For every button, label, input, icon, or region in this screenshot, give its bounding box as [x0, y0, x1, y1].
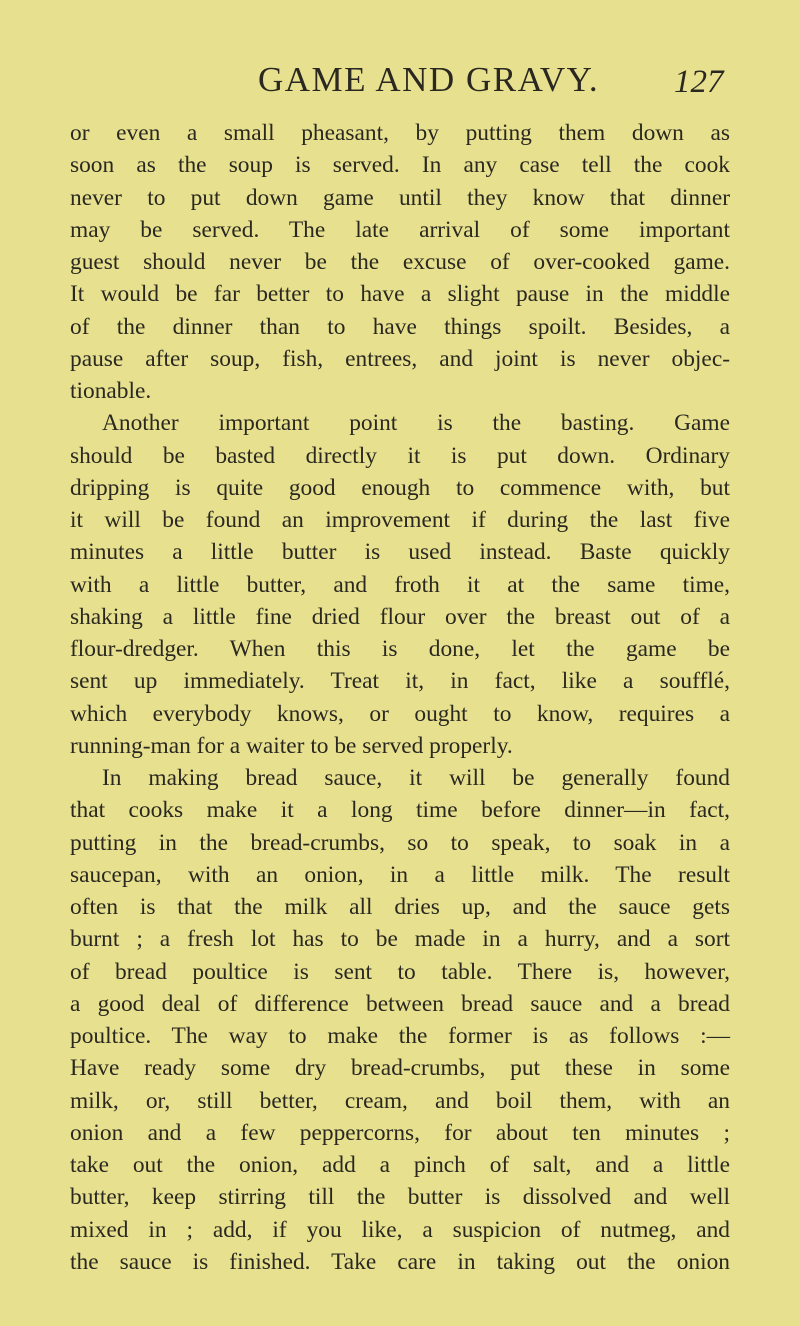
text-line: which everybody knows, or ought to know, requires a	[70, 700, 730, 727]
text-line: milk, or, still better, cream, and boil them, with an	[70, 1087, 730, 1114]
text-line: onion and a few peppercorns, for about ten minutes ;	[70, 1119, 730, 1146]
text-line: In making bread sauce, it will be generally found	[102, 765, 730, 791]
text-line: shaking a little fine dried flour over the breast out of a	[70, 603, 730, 630]
text-line: putting in the bread-crumbs, so to speak, to soak in a	[70, 829, 730, 856]
text-line: saucepan, with an onion, in a little milk. The result	[70, 861, 730, 888]
text-line: the sauce is finished. Take care in taking out the onion	[70, 1248, 730, 1275]
text-line: soon as the soup is served. In any case tell the cook	[70, 152, 730, 179]
text-line: that cooks make it a long time before dinner—in fact,	[70, 797, 730, 824]
text-line: butter, keep stirring till the butter is dissolved and well	[70, 1184, 730, 1211]
page-number: 127	[674, 64, 724, 100]
text-line: minutes a little butter is used instead. Baste quickly	[70, 539, 730, 566]
text-line: should be basted directly it is put down. Ordinary	[70, 442, 730, 469]
text-line: may be served. The late arrival of some important	[70, 216, 730, 243]
text-line: pause after soup, fish, entrees, and joint is never objec-	[70, 345, 730, 372]
text-line: a good deal of difference between bread sauce and a bread	[70, 990, 730, 1017]
text-line: mixed in ; add, if you like, a suspicion of nutmeg, and	[70, 1216, 730, 1243]
body-text	[70, 117, 730, 1278]
text-line: It would be far better to have a slight pause in the middle	[70, 281, 730, 308]
text-line: take out the onion, add a pinch of salt, and a little	[70, 1152, 730, 1178]
text-line: of bread poultice is sent to table. There is, however,	[70, 958, 730, 985]
text-line: sent up immediately. Treat it, in fact, like a soufflé,	[70, 668, 730, 695]
text-line: with a little butter, and froth it at the same time,	[70, 571, 730, 598]
text-line: guest should never be the excuse of over-cooked game.	[70, 249, 730, 275]
text-line: running-man for a waiter to be served properly.	[70, 732, 513, 759]
text-line: often is that the milk all dries up, and the sauce gets	[70, 894, 730, 920]
text-line: Another important point is the basting. Game	[102, 410, 730, 437]
text-line: never to put down game until they know that dinner	[70, 184, 730, 211]
text-line: it will be found an improvement if during the last five	[70, 507, 730, 533]
text-line: flour-dredger. When this is done, let the game be	[70, 636, 730, 662]
running-title: GAME AND GRAVY.	[258, 60, 600, 99]
text-line: burnt ; a fresh lot has to be made in a hurry, and a sort	[70, 926, 730, 953]
text-line: poultice. The way to make the former is as follows :—	[70, 1023, 730, 1049]
running-head	[0, 58, 800, 102]
text-line: dripping is quite good enough to commence with, but	[70, 474, 730, 501]
text-line: of the dinner than to have things spoilt. Besides, a	[70, 313, 730, 340]
text-line: or even a small pheasant, by putting them down as	[70, 120, 730, 146]
text-line: tionable.	[70, 378, 152, 404]
text-line: Have ready some dry bread-crumbs, put these in some	[70, 1055, 730, 1082]
